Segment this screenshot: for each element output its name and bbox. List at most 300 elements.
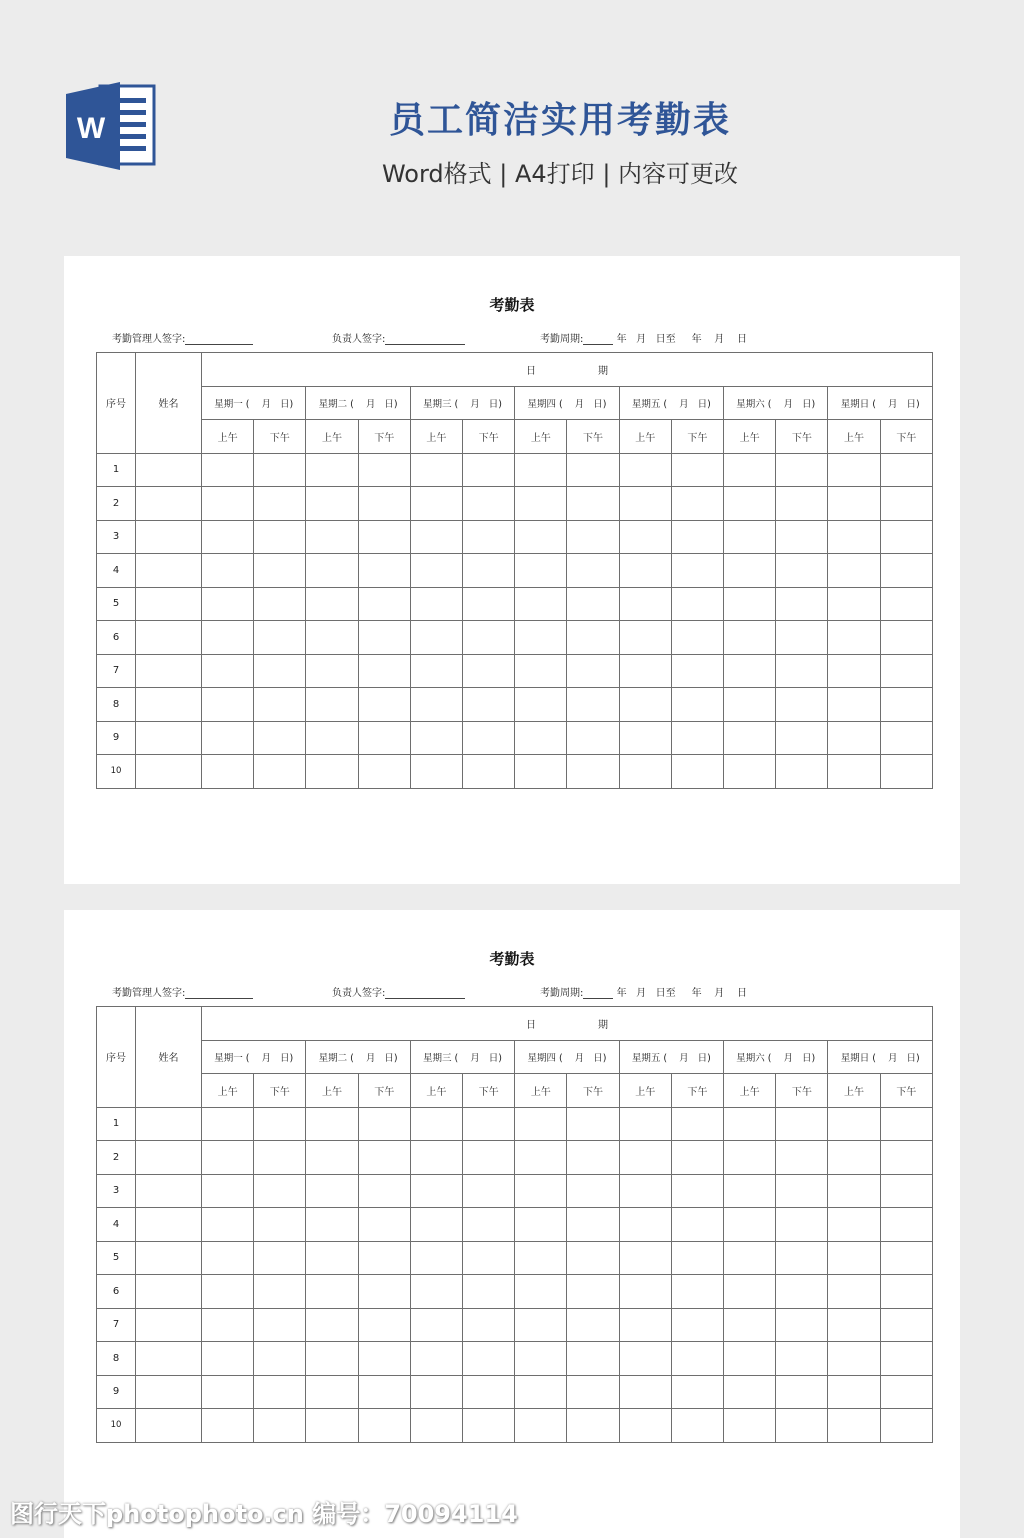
attendance-cell[interactable] (202, 755, 254, 789)
attendance-cell[interactable] (410, 587, 462, 621)
attendance-cell[interactable] (828, 1174, 880, 1208)
attendance-cell[interactable] (776, 755, 828, 789)
attendance-cell[interactable] (306, 1275, 358, 1309)
attendance-cell[interactable] (567, 1308, 619, 1342)
attendance-cell[interactable] (619, 1275, 671, 1309)
attendance-cell[interactable] (828, 1409, 880, 1443)
attendance-cell[interactable] (410, 1107, 462, 1141)
attendance-cell[interactable] (776, 520, 828, 554)
attendance-cell[interactable] (724, 1174, 776, 1208)
attendance-cell[interactable] (254, 1308, 306, 1342)
attendance-cell[interactable] (880, 453, 932, 487)
attendance-cell[interactable] (358, 1308, 410, 1342)
attendance-cell[interactable] (724, 1308, 776, 1342)
name-cell[interactable] (136, 654, 202, 688)
attendance-cell[interactable] (880, 1174, 932, 1208)
attendance-cell[interactable] (410, 554, 462, 588)
attendance-cell[interactable] (724, 1275, 776, 1309)
attendance-cell[interactable] (619, 453, 671, 487)
attendance-cell[interactable] (254, 1342, 306, 1376)
attendance-cell[interactable] (463, 654, 515, 688)
attendance-cell[interactable] (306, 1342, 358, 1376)
attendance-cell[interactable] (724, 1141, 776, 1175)
attendance-cell[interactable] (463, 1241, 515, 1275)
attendance-cell[interactable] (671, 1308, 723, 1342)
attendance-cell[interactable] (619, 755, 671, 789)
attendance-cell[interactable] (828, 453, 880, 487)
attendance-cell[interactable] (358, 1375, 410, 1409)
period-line[interactable] (583, 334, 613, 345)
attendance-cell[interactable] (410, 1241, 462, 1275)
attendance-cell[interactable] (724, 621, 776, 655)
attendance-cell[interactable] (463, 487, 515, 521)
attendance-cell[interactable] (776, 721, 828, 755)
attendance-cell[interactable] (671, 1342, 723, 1376)
attendance-cell[interactable] (776, 654, 828, 688)
attendance-cell[interactable] (515, 1174, 567, 1208)
attendance-cell[interactable] (463, 721, 515, 755)
name-cell[interactable] (136, 487, 202, 521)
attendance-cell[interactable] (358, 1208, 410, 1242)
attendance-cell[interactable] (254, 755, 306, 789)
attendance-cell[interactable] (410, 755, 462, 789)
attendance-cell[interactable] (724, 1241, 776, 1275)
name-cell[interactable] (136, 688, 202, 722)
attendance-cell[interactable] (567, 1241, 619, 1275)
attendance-cell[interactable] (463, 1208, 515, 1242)
attendance-cell[interactable] (202, 1375, 254, 1409)
attendance-cell[interactable] (828, 487, 880, 521)
attendance-cell[interactable] (463, 755, 515, 789)
attendance-cell[interactable] (410, 654, 462, 688)
attendance-cell[interactable] (515, 1342, 567, 1376)
attendance-cell[interactable] (776, 1409, 828, 1443)
attendance-cell[interactable] (567, 621, 619, 655)
attendance-cell[interactable] (254, 587, 306, 621)
attendance-cell[interactable] (515, 487, 567, 521)
attendance-cell[interactable] (724, 688, 776, 722)
attendance-cell[interactable] (254, 1174, 306, 1208)
attendance-cell[interactable] (410, 1375, 462, 1409)
attendance-cell[interactable] (567, 1275, 619, 1309)
attendance-cell[interactable] (306, 1308, 358, 1342)
attendance-cell[interactable] (619, 1409, 671, 1443)
attendance-cell[interactable] (358, 654, 410, 688)
manager-sign-line[interactable] (185, 988, 253, 999)
attendance-cell[interactable] (671, 1107, 723, 1141)
name-cell[interactable] (136, 554, 202, 588)
attendance-cell[interactable] (619, 520, 671, 554)
attendance-cell[interactable] (828, 688, 880, 722)
attendance-cell[interactable] (671, 688, 723, 722)
attendance-cell[interactable] (671, 520, 723, 554)
attendance-cell[interactable] (567, 721, 619, 755)
attendance-cell[interactable] (358, 1342, 410, 1376)
attendance-cell[interactable] (724, 554, 776, 588)
attendance-cell[interactable] (515, 688, 567, 722)
attendance-cell[interactable] (724, 755, 776, 789)
attendance-cell[interactable] (202, 1342, 254, 1376)
attendance-cell[interactable] (254, 1241, 306, 1275)
attendance-cell[interactable] (776, 587, 828, 621)
attendance-cell[interactable] (671, 755, 723, 789)
attendance-cell[interactable] (358, 1241, 410, 1275)
attendance-cell[interactable] (567, 755, 619, 789)
attendance-cell[interactable] (776, 1141, 828, 1175)
attendance-cell[interactable] (202, 1107, 254, 1141)
attendance-cell[interactable] (306, 721, 358, 755)
name-cell[interactable] (136, 1174, 202, 1208)
attendance-cell[interactable] (202, 654, 254, 688)
attendance-cell[interactable] (880, 587, 932, 621)
attendance-cell[interactable] (828, 554, 880, 588)
attendance-cell[interactable] (306, 755, 358, 789)
attendance-cell[interactable] (358, 487, 410, 521)
attendance-cell[interactable] (358, 554, 410, 588)
attendance-cell[interactable] (724, 721, 776, 755)
attendance-cell[interactable] (567, 487, 619, 521)
attendance-cell[interactable] (254, 721, 306, 755)
attendance-cell[interactable] (776, 1308, 828, 1342)
responsible-sign-line[interactable] (385, 988, 465, 999)
attendance-cell[interactable] (880, 654, 932, 688)
attendance-cell[interactable] (671, 1275, 723, 1309)
attendance-cell[interactable] (410, 721, 462, 755)
attendance-cell[interactable] (306, 654, 358, 688)
attendance-cell[interactable] (880, 1308, 932, 1342)
attendance-cell[interactable] (254, 1208, 306, 1242)
attendance-cell[interactable] (254, 621, 306, 655)
manager-sign-line[interactable] (185, 334, 253, 345)
attendance-cell[interactable] (828, 1275, 880, 1309)
attendance-cell[interactable] (463, 1275, 515, 1309)
attendance-cell[interactable] (567, 1375, 619, 1409)
attendance-cell[interactable] (828, 520, 880, 554)
attendance-cell[interactable] (254, 1375, 306, 1409)
name-cell[interactable] (136, 1241, 202, 1275)
attendance-cell[interactable] (463, 621, 515, 655)
name-cell[interactable] (136, 621, 202, 655)
attendance-cell[interactable] (671, 453, 723, 487)
attendance-cell[interactable] (880, 721, 932, 755)
attendance-cell[interactable] (358, 1107, 410, 1141)
name-cell[interactable] (136, 1409, 202, 1443)
attendance-cell[interactable] (880, 755, 932, 789)
name-cell[interactable] (136, 1375, 202, 1409)
attendance-cell[interactable] (776, 554, 828, 588)
attendance-cell[interactable] (567, 1342, 619, 1376)
attendance-cell[interactable] (463, 1107, 515, 1141)
attendance-cell[interactable] (306, 1375, 358, 1409)
attendance-cell[interactable] (515, 587, 567, 621)
attendance-cell[interactable] (410, 453, 462, 487)
attendance-cell[interactable] (776, 621, 828, 655)
attendance-cell[interactable] (880, 621, 932, 655)
attendance-cell[interactable] (880, 520, 932, 554)
name-cell[interactable] (136, 1141, 202, 1175)
attendance-cell[interactable] (202, 1174, 254, 1208)
attendance-cell[interactable] (463, 1308, 515, 1342)
attendance-cell[interactable] (671, 1409, 723, 1443)
attendance-cell[interactable] (567, 1141, 619, 1175)
attendance-cell[interactable] (463, 1141, 515, 1175)
attendance-cell[interactable] (463, 587, 515, 621)
attendance-cell[interactable] (724, 587, 776, 621)
attendance-cell[interactable] (515, 1141, 567, 1175)
attendance-cell[interactable] (724, 1342, 776, 1376)
attendance-cell[interactable] (306, 453, 358, 487)
attendance-cell[interactable] (306, 554, 358, 588)
attendance-cell[interactable] (306, 1208, 358, 1242)
attendance-cell[interactable] (410, 1342, 462, 1376)
attendance-cell[interactable] (254, 453, 306, 487)
responsible-sign-line[interactable] (385, 334, 465, 345)
attendance-cell[interactable] (202, 1275, 254, 1309)
attendance-cell[interactable] (358, 755, 410, 789)
name-cell[interactable] (136, 721, 202, 755)
attendance-cell[interactable] (410, 487, 462, 521)
attendance-cell[interactable] (619, 1375, 671, 1409)
name-cell[interactable] (136, 1107, 202, 1141)
attendance-cell[interactable] (619, 1141, 671, 1175)
attendance-cell[interactable] (463, 554, 515, 588)
attendance-cell[interactable] (306, 487, 358, 521)
attendance-cell[interactable] (358, 688, 410, 722)
attendance-cell[interactable] (515, 520, 567, 554)
attendance-cell[interactable] (776, 688, 828, 722)
attendance-cell[interactable] (828, 1342, 880, 1376)
attendance-cell[interactable] (567, 453, 619, 487)
attendance-cell[interactable] (306, 621, 358, 655)
attendance-cell[interactable] (254, 1107, 306, 1141)
attendance-cell[interactable] (567, 1174, 619, 1208)
attendance-cell[interactable] (671, 487, 723, 521)
attendance-cell[interactable] (619, 1208, 671, 1242)
name-cell[interactable] (136, 755, 202, 789)
attendance-cell[interactable] (619, 621, 671, 655)
attendance-cell[interactable] (254, 1275, 306, 1309)
attendance-cell[interactable] (202, 520, 254, 554)
attendance-cell[interactable] (671, 1174, 723, 1208)
attendance-cell[interactable] (358, 1174, 410, 1208)
attendance-cell[interactable] (671, 1141, 723, 1175)
attendance-cell[interactable] (202, 487, 254, 521)
attendance-cell[interactable] (671, 621, 723, 655)
attendance-cell[interactable] (515, 453, 567, 487)
name-cell[interactable] (136, 587, 202, 621)
attendance-cell[interactable] (515, 1409, 567, 1443)
attendance-cell[interactable] (254, 654, 306, 688)
attendance-cell[interactable] (828, 587, 880, 621)
attendance-cell[interactable] (724, 654, 776, 688)
attendance-cell[interactable] (515, 1241, 567, 1275)
attendance-cell[interactable] (306, 1107, 358, 1141)
attendance-cell[interactable] (254, 554, 306, 588)
attendance-cell[interactable] (619, 587, 671, 621)
attendance-cell[interactable] (515, 721, 567, 755)
attendance-cell[interactable] (880, 1342, 932, 1376)
attendance-cell[interactable] (202, 453, 254, 487)
attendance-cell[interactable] (671, 654, 723, 688)
attendance-cell[interactable] (724, 1107, 776, 1141)
attendance-cell[interactable] (671, 554, 723, 588)
attendance-cell[interactable] (567, 654, 619, 688)
attendance-cell[interactable] (463, 453, 515, 487)
period-line[interactable] (583, 988, 613, 999)
name-cell[interactable] (136, 453, 202, 487)
attendance-cell[interactable] (306, 1409, 358, 1443)
attendance-cell[interactable] (463, 1375, 515, 1409)
attendance-cell[interactable] (776, 1174, 828, 1208)
attendance-cell[interactable] (515, 621, 567, 655)
name-cell[interactable] (136, 1308, 202, 1342)
attendance-cell[interactable] (515, 554, 567, 588)
attendance-cell[interactable] (515, 1308, 567, 1342)
attendance-cell[interactable] (724, 453, 776, 487)
attendance-cell[interactable] (254, 520, 306, 554)
attendance-cell[interactable] (567, 688, 619, 722)
attendance-cell[interactable] (776, 453, 828, 487)
attendance-cell[interactable] (567, 1409, 619, 1443)
attendance-cell[interactable] (358, 1275, 410, 1309)
attendance-cell[interactable] (724, 1409, 776, 1443)
attendance-cell[interactable] (828, 1208, 880, 1242)
attendance-cell[interactable] (776, 1375, 828, 1409)
attendance-cell[interactable] (463, 520, 515, 554)
attendance-cell[interactable] (567, 1208, 619, 1242)
attendance-cell[interactable] (358, 587, 410, 621)
attendance-cell[interactable] (724, 1375, 776, 1409)
attendance-cell[interactable] (880, 1375, 932, 1409)
attendance-cell[interactable] (880, 1275, 932, 1309)
attendance-cell[interactable] (828, 1141, 880, 1175)
attendance-cell[interactable] (619, 1308, 671, 1342)
attendance-cell[interactable] (202, 621, 254, 655)
attendance-cell[interactable] (463, 1409, 515, 1443)
name-cell[interactable] (136, 1275, 202, 1309)
attendance-cell[interactable] (671, 1241, 723, 1275)
attendance-cell[interactable] (306, 1141, 358, 1175)
attendance-cell[interactable] (202, 721, 254, 755)
attendance-cell[interactable] (724, 1208, 776, 1242)
attendance-cell[interactable] (776, 1107, 828, 1141)
attendance-cell[interactable] (202, 1208, 254, 1242)
attendance-cell[interactable] (828, 1375, 880, 1409)
attendance-cell[interactable] (515, 654, 567, 688)
attendance-cell[interactable] (880, 1241, 932, 1275)
attendance-cell[interactable] (880, 1208, 932, 1242)
attendance-cell[interactable] (254, 487, 306, 521)
attendance-cell[interactable] (619, 688, 671, 722)
attendance-cell[interactable] (463, 1174, 515, 1208)
attendance-cell[interactable] (202, 554, 254, 588)
attendance-cell[interactable] (306, 1241, 358, 1275)
attendance-cell[interactable] (410, 1174, 462, 1208)
attendance-cell[interactable] (358, 1141, 410, 1175)
attendance-cell[interactable] (828, 1308, 880, 1342)
attendance-cell[interactable] (202, 1241, 254, 1275)
attendance-cell[interactable] (828, 755, 880, 789)
attendance-cell[interactable] (358, 1409, 410, 1443)
attendance-cell[interactable] (619, 654, 671, 688)
attendance-cell[interactable] (515, 755, 567, 789)
attendance-cell[interactable] (724, 520, 776, 554)
attendance-cell[interactable] (619, 1342, 671, 1376)
attendance-cell[interactable] (776, 1275, 828, 1309)
attendance-cell[interactable] (724, 487, 776, 521)
attendance-cell[interactable] (776, 1208, 828, 1242)
attendance-cell[interactable] (410, 1208, 462, 1242)
attendance-cell[interactable] (202, 1141, 254, 1175)
attendance-cell[interactable] (515, 1375, 567, 1409)
attendance-cell[interactable] (880, 688, 932, 722)
attendance-cell[interactable] (202, 1409, 254, 1443)
attendance-cell[interactable] (358, 721, 410, 755)
attendance-cell[interactable] (776, 487, 828, 521)
attendance-cell[interactable] (619, 1241, 671, 1275)
attendance-cell[interactable] (515, 1208, 567, 1242)
attendance-cell[interactable] (828, 654, 880, 688)
name-cell[interactable] (136, 1208, 202, 1242)
attendance-cell[interactable] (515, 1107, 567, 1141)
attendance-cell[interactable] (671, 1375, 723, 1409)
attendance-cell[interactable] (828, 1107, 880, 1141)
name-cell[interactable] (136, 1342, 202, 1376)
attendance-cell[interactable] (880, 1141, 932, 1175)
attendance-cell[interactable] (202, 587, 254, 621)
attendance-cell[interactable] (410, 1275, 462, 1309)
attendance-cell[interactable] (254, 1141, 306, 1175)
attendance-cell[interactable] (671, 587, 723, 621)
name-cell[interactable] (136, 520, 202, 554)
attendance-cell[interactable] (880, 1107, 932, 1141)
attendance-cell[interactable] (410, 1308, 462, 1342)
attendance-cell[interactable] (358, 453, 410, 487)
attendance-cell[interactable] (410, 1409, 462, 1443)
attendance-cell[interactable] (619, 721, 671, 755)
attendance-cell[interactable] (776, 1241, 828, 1275)
attendance-cell[interactable] (671, 721, 723, 755)
attendance-cell[interactable] (306, 688, 358, 722)
attendance-cell[interactable] (880, 487, 932, 521)
attendance-cell[interactable] (358, 621, 410, 655)
attendance-cell[interactable] (619, 1174, 671, 1208)
attendance-cell[interactable] (619, 487, 671, 521)
attendance-cell[interactable] (202, 1308, 254, 1342)
attendance-cell[interactable] (410, 1141, 462, 1175)
attendance-cell[interactable] (358, 520, 410, 554)
attendance-cell[interactable] (567, 520, 619, 554)
attendance-cell[interactable] (463, 688, 515, 722)
attendance-cell[interactable] (567, 1107, 619, 1141)
attendance-cell[interactable] (254, 1409, 306, 1443)
attendance-cell[interactable] (828, 1241, 880, 1275)
attendance-cell[interactable] (410, 688, 462, 722)
attendance-cell[interactable] (410, 621, 462, 655)
attendance-cell[interactable] (619, 1107, 671, 1141)
attendance-cell[interactable] (254, 688, 306, 722)
attendance-cell[interactable] (880, 554, 932, 588)
attendance-cell[interactable] (202, 688, 254, 722)
attendance-cell[interactable] (410, 520, 462, 554)
attendance-cell[interactable] (880, 1409, 932, 1443)
attendance-cell[interactable] (306, 520, 358, 554)
attendance-cell[interactable] (463, 1342, 515, 1376)
attendance-cell[interactable] (619, 554, 671, 588)
attendance-cell[interactable] (828, 721, 880, 755)
attendance-cell[interactable] (776, 1342, 828, 1376)
attendance-cell[interactable] (515, 1275, 567, 1309)
